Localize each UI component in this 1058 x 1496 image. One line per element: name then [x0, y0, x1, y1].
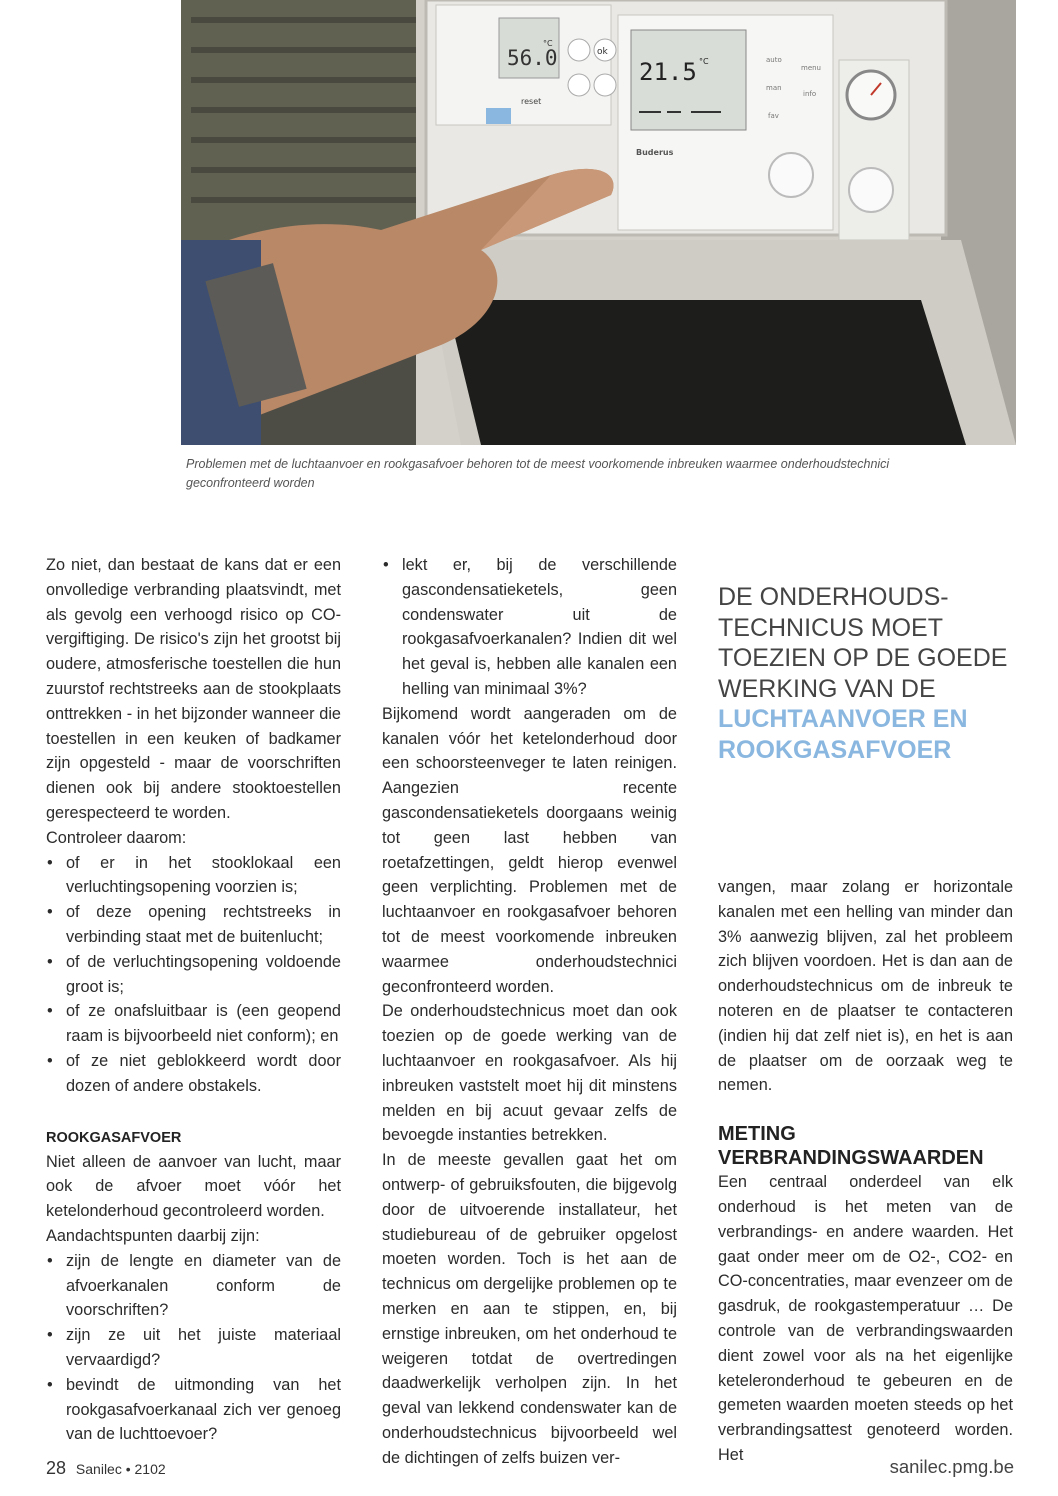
column-3 [718, 875, 1013, 1468]
list-item: • zijn ze uit het juiste materiaal vervaardigd? [46, 1323, 341, 1373]
paragraph: Controleer daarom: [46, 828, 187, 847]
pull-quote-lead: DE ONDERHOUDS-TECHNICUS MOET TOEZIEN OP DE GOEDE WERKING VAN DE [718, 583, 1008, 703]
list-item: • of ze onafsluitbaar is (een geopend raam is bijvoorbeeld niet conform); en [46, 999, 341, 1049]
boiler-illustration [181, 0, 1016, 445]
column-1 [46, 553, 341, 1447]
section-heading-meting: METING VERBRANDINGSWAARDEN [718, 1123, 984, 1170]
column-2 [382, 553, 677, 1470]
list-item: • zijn de lengte en diameter van de afvoerkanalen conform de voorschriften? [46, 1249, 341, 1323]
paragraph: Zo niet, dan bestaat de kans dat er een onvolledige verbranding plaatsvindt, met als gevolg een verhoogd risico op CO-vergiftiging. De risico's zijn het grootst bij oudere, atmosferische toestellen die hun zuurstof rechtstreeks aan de stookplaats onttrekken - in het bijzonder wanneer die toestellen in een keuken of badkamer zijn opgesteld - maar de voorschriften dienen ook bij andere stooktoestellen gerespecteerd te worden. [46, 556, 341, 822]
side-label-man: man [766, 84, 782, 92]
pull-quote [718, 582, 1018, 765]
list-item: • bevindt de uitmonding van het rookgasafvoerkanaal zich ver genoeg van de luchttoevoer? [46, 1373, 341, 1447]
checklist-ventilation [46, 851, 341, 1099]
paragraph: Een centraal onderdeel van elk onderhoud is het meten van de verbrandings- en andere waarden. Het gaat onder meer om de O2-, CO2- en CO-concentraties, maar evenzeer om de gasdruk, de rookgastemperatuur … De controle van de verbrandingswaarden dient zowel voor als na het eigenlijke keteleronderhoud te gebeuren en de gemeten waarden moeten steeds op het verbrandingsattest genoteerd worden. Het [718, 1173, 1013, 1464]
checklist-condensate [382, 553, 677, 702]
website-link[interactable]: sanilec.pmg.be [889, 1456, 1014, 1477]
paragraph: vangen, maar zolang er horizontale kanalen met een helling van minder dan 3% aanwezig blijven, zal het probleem zich blijven voordoen. Het is dan aan de onderhoudstechnicus om de inbreuk te noteren en de plaatser te contacteren (indien hij dat zelf niet is), en het is aan de plaatser om de oorzaak weg te nemen. [718, 878, 1013, 1095]
paragraph: In de meeste gevallen gaat het om ontwerp- of gebruiksfouten, die bijgevolg door de uitvoerende installateur, het studiebureau of de gebruiker opgelost moeten worden. Toch is het aan de technicus om dergelijke problemen op te merken en aan te stippen, en, bij ernstige inbreuken, om het onderhoud te weigeren totdat de overtredingen daadwerkelijk verholpen zijn. In het geval van lekkend condenswater kan de onderhoudstechnicus bijvoorbeeld wel de dichtingen of zelfs buizen ver- [382, 1151, 677, 1467]
page-number: 28 [46, 1458, 67, 1478]
list-item: • of de verluchtingsopening voldoende groot is; [46, 950, 341, 1000]
side-label-auto: auto [766, 56, 782, 64]
page-footer [46, 1458, 166, 1479]
control-knob [769, 153, 813, 197]
room-temp-unit: °C [699, 57, 709, 66]
pull-quote-accent: LUCHTAANVOER EN ROOKGASAFVOER [718, 705, 968, 764]
room-temp-readout: 21.5 [639, 58, 697, 86]
paragraph: De onderhoudstechnicus moet dan ook toezien op de goede werking van de luchtaanvoer en rookgasafvoer. Als hij inbreuken vaststelt moet hij dit minstens melden en bij acuut gevaar zelfs de bevoegde instanties betrekken. [382, 1002, 677, 1145]
photo-caption: Problemen met de luchtaanvoer en rookgasafvoer behoren tot de meest voorkomende inbreuken waarmee onderhoudstechnici geconfronteerd worden [186, 457, 890, 490]
paragraph: Aandachtspunten daarbij zijn: [46, 1226, 260, 1245]
boiler-temp-unit: °C [543, 39, 553, 48]
checklist-exhaust [46, 1249, 341, 1447]
list-item: • lekt er, bij de verschillende gascondensatieketels, geen condenswater uit de rookgasafvoerkanalen? Indien dit wel het geval is, hebben alle kanalen een helling van minimaal 3%? [382, 553, 677, 702]
list-item: • of ze niet geblokkeerd wordt door dozen of andere obstakels. [46, 1049, 341, 1099]
section-heading-rookgasafvoer: ROOKGASAFVOER [46, 1129, 182, 1146]
paragraph: Niet alleen de aanvoer van lucht, maar ook de afvoer moet vóór het ketelonderhoud gecontroleerd worden. [46, 1152, 341, 1221]
side-label-menu: menu [801, 64, 821, 72]
list-item: • of er in het stooklokaal een verluchtingsopening voorzien is; [46, 851, 341, 901]
boiler-temp-readout: 56.0 [507, 46, 558, 70]
boiler-brand: Buderus [636, 148, 674, 157]
ok-button-label: ok [597, 47, 608, 57]
list-item: • of deze opening rechtstreeks in verbinding staat met de buitenlucht; [46, 900, 341, 950]
reset-button-label: reset [521, 97, 542, 106]
side-label-fav: fav [768, 112, 779, 120]
issue-label: Sanilec • 2102 [75, 1461, 166, 1477]
side-label-info: info [803, 90, 817, 98]
paragraph: Bijkomend wordt aangeraden om de kanalen vóór het ketelonderhoud door een schoorsteenveger te laten reinigen. Aangezien recente gascondensatieketels doorgaans weinig tot geen last hebben van roetafzettingen, geldt hierop evenwel geen verplichting. Problemen met de luchtaanvoer en rookgasafvoer behoren tot de meest voorkomende inbreuken waarmee onderhoudstechnici geconfronteerd worden. [382, 704, 677, 996]
boiler-photo [181, 0, 1016, 445]
